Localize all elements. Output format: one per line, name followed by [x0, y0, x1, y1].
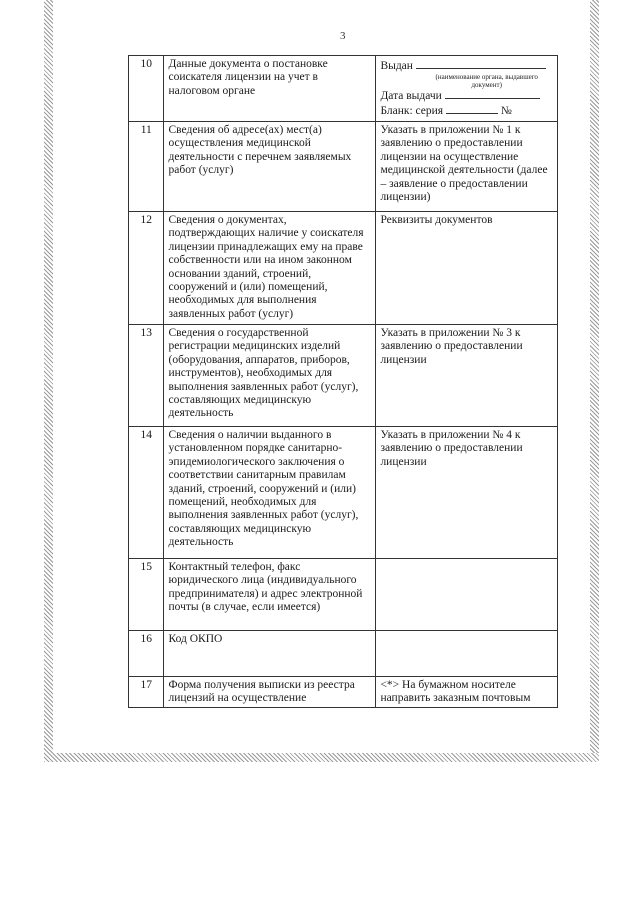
table-row [129, 212, 558, 325]
row-value: Указать в приложении № 4 к заявлению о предоставлении лицензии [376, 427, 558, 559]
number-sign: № [500, 104, 512, 117]
row-number: 15 [129, 559, 164, 631]
table-row [129, 631, 558, 677]
table-row [129, 122, 558, 212]
series-field[interactable] [446, 104, 498, 114]
row-number: 13 [129, 325, 164, 427]
row-description: Сведения о наличии выданного в установленном порядке санитарно-эпидемиологического заключения о соответствии санитарным правилам зданий, строений, сооружений и (или) помещений, необходимых для выполнения заявленных работ (услуг), составляющих медицинскую деятельность [164, 427, 376, 559]
row-value [376, 56, 558, 122]
row-value [376, 559, 558, 631]
row-value: Реквизиты документов [376, 212, 558, 325]
row-description: Код ОКПО [164, 631, 376, 677]
row-value: Указать в приложении № 3 к заявлению о предоставлении лицензии [376, 325, 558, 427]
application-table [128, 55, 558, 708]
row-number: 12 [129, 212, 164, 325]
row-description: Форма получения выписки из реестра лицензий на осуществление [164, 677, 376, 708]
row-description: Сведения о государственной регистрации медицинских изделий (оборудования, аппаратов, приборов, инструментов), необходимых для выполнения заявленных работ (услуг), составляющих медицинскую деятельность [164, 325, 376, 427]
table-row [129, 325, 558, 427]
table-row [129, 56, 558, 122]
row-description: Контактный телефон, факс юридического лица (индивидуального предпринимателя) и адрес электронной почты (в случае, если имеется) [164, 559, 376, 631]
date-label: Дата выдачи [380, 90, 442, 103]
date-field[interactable] [445, 89, 540, 99]
page-number: 3 [340, 30, 346, 42]
row-value [376, 631, 558, 677]
row-value: <*> На бумажном носителе направить заказным почтовым [376, 677, 558, 708]
scan-border-bottom [44, 753, 599, 762]
blank-label: Бланк: серия [380, 104, 444, 117]
issued-label: Выдан [380, 60, 413, 72]
issued-field[interactable] [416, 58, 546, 69]
row-number: 16 [129, 631, 164, 677]
row-number: 11 [129, 122, 164, 212]
table-row [129, 559, 558, 631]
issued-note: (наименование органа, выдавшего документ) [435, 73, 538, 90]
table-row [129, 427, 558, 559]
scan-border-left [44, 0, 53, 762]
row-description: Данные документа о постановке соискателя лицензии на учет в налоговом органе [164, 56, 376, 122]
scan-border-right [590, 0, 599, 762]
row-value: Указать в приложении № 1 к заявлению о предоставлении лицензии на осуществление медицинской деятельности (далее – заявление о предоставлении лицензии) [376, 122, 558, 212]
row-number: 17 [129, 677, 164, 708]
row-description: Сведения о документах, подтверждающих наличие у соискателя лицензии принадлежащих ему на праве собственности или на ином законном основании зданий, строений, сооружений и (или) помещений, необходимых для выполнения заявленных работ (услуг) [164, 212, 376, 325]
table-row [129, 677, 558, 708]
row-description: Сведения об адресе(ах) мест(а) осуществления медицинской деятельности с перечнем заявляемых работ (услуг) [164, 122, 376, 212]
row-number: 10 [129, 56, 164, 122]
row-number: 14 [129, 427, 164, 559]
